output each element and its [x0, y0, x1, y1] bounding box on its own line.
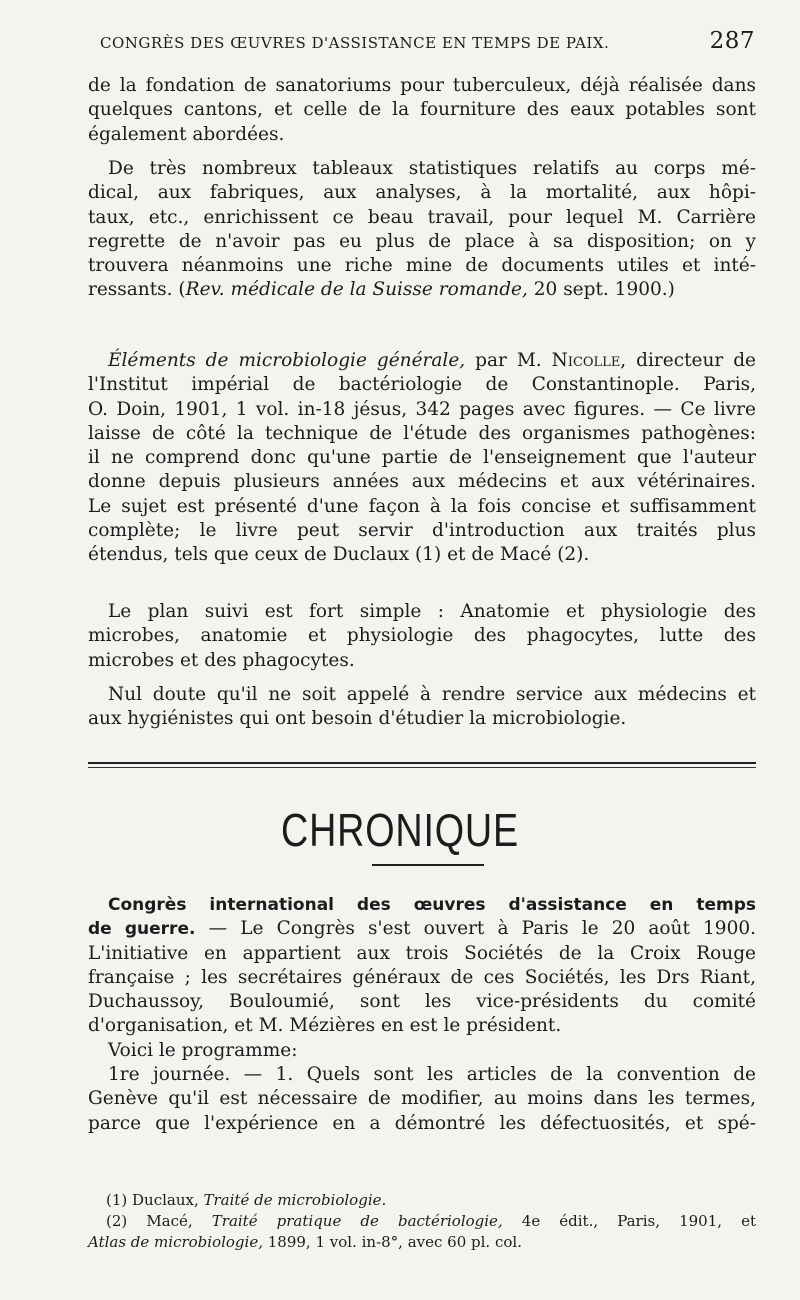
- text-line: de la fondation de sanatoriums pour tuberculeux, déjà réalisée dans: [88, 75, 756, 96]
- text-line: étendus, tels que ceux de Duclaux (1) et de Macé (2).: [88, 544, 590, 566]
- footnotes: [88, 1190, 756, 1253]
- footnote-2-details: 4e édit., Paris, 1901, et: [502, 1212, 756, 1230]
- congress-opening-text: — Le Congrès s'est ouvert à Paris le 20 août 1900.: [195, 918, 756, 940]
- text-line: L'initiative en appartient aux trois Sociétés de la Croix Rouge: [88, 942, 756, 964]
- footnote-2-title: Traité pratique de bactériologie,: [211, 1212, 503, 1230]
- congress-heading-line: [88, 893, 756, 917]
- text-line: regrette de n'avoir pas eu plus de place à sa disposition; on y: [88, 230, 756, 252]
- text-line: il ne comprend donc qu'une partie de l'enseignement que l'auteur: [88, 447, 756, 469]
- text-line: O. Doin, 1901, 1 vol. in-18 jésus, 342 pages avec figures. — Ce livre: [88, 398, 756, 420]
- section-divider: [88, 762, 756, 771]
- citation-prefix: ressants. (: [88, 279, 186, 301]
- citation-line: [88, 278, 756, 302]
- footnote-2-ref: (2) Macé,: [106, 1212, 212, 1230]
- closing-paragraph: [88, 683, 756, 732]
- divider-rule: [88, 767, 756, 768]
- footnote-1: [88, 1190, 756, 1211]
- text-line: Le sujet est présenté d'une façon à la fois concise et suffisamment: [88, 495, 756, 517]
- programme-line: Voici le programme:: [108, 1039, 298, 1061]
- author-name: Nicolle,: [551, 350, 627, 371]
- footnote-2-atlas-title: Atlas de microbiologie,: [88, 1233, 263, 1251]
- text-line: d'organisation, et M. Mézières en est le président.: [88, 1015, 562, 1037]
- text-line: française ; les secrétaires généraux de ces Sociétés, les Drs Riant,: [88, 966, 756, 988]
- text-line: quelques cantons, et celle de la fourniture des eaux potables sont: [88, 99, 756, 121]
- plan-paragraph: [88, 600, 756, 673]
- text-line: aux hygiénistes qui ont besoin d'étudier la microbiologie.: [88, 708, 627, 730]
- running-head: [100, 28, 755, 54]
- citation-date: 20 sept. 1900.): [527, 279, 675, 301]
- text-line: microbes, anatomie et physiologie des phagocytes, lutte des: [88, 625, 756, 647]
- text-line: Le plan suivi est fort simple : Anatomie et physiologie des: [108, 601, 756, 622]
- congress-paragraph: [88, 893, 756, 1136]
- book-title: Éléments de microbiologie générale,: [108, 350, 466, 371]
- text-line: parce que l'expérience en a démontré les défectuosités, et spé-: [88, 1112, 756, 1134]
- page-number: 287: [709, 28, 755, 54]
- text-line: laisse de côté la technique de l'étude des organismes pathogènes:: [88, 422, 756, 444]
- congress-heading: Congrès international des œuvres d'assistance en temps: [108, 895, 756, 915]
- stats-paragraph: [88, 157, 756, 303]
- footnote-1-ref: (1) Duclaux,: [106, 1191, 204, 1209]
- top-paragraph: [88, 74, 756, 147]
- day-label: 1re: [108, 1064, 140, 1086]
- text-line: taux, etc., enrichissent ce beau travail, pour lequel M. Carrière: [88, 206, 756, 228]
- text-line: donne depuis plusieurs années aux médecins et aux vétérinaires.: [88, 471, 756, 493]
- review-title-line: [88, 349, 756, 373]
- first-day-line: [88, 1063, 756, 1087]
- footnote-2: [88, 1211, 756, 1232]
- running-head-title: CONGRÈS DES ŒUVRES D'ASSISTANCE EN TEMPS DE PAIX.: [100, 34, 610, 52]
- author-role: directeur de: [626, 350, 756, 371]
- footnote-2-atlas-details: 1899, 1 vol. in-8°, avec 60 pl. col.: [262, 1233, 522, 1251]
- divider-rule: [88, 762, 756, 764]
- section-title: CHRONIQUE: [281, 804, 519, 856]
- footnote-1-title: Traité de microbiologie.: [203, 1191, 387, 1209]
- text-line: complète; le livre peut servir d'introduction aux traités plus: [88, 520, 756, 542]
- review-author-prefix: par M.: [465, 350, 552, 371]
- section-title-rule: [372, 864, 484, 866]
- text-line: De très nombreux tableaux statistiques relatifs au corps mé-: [108, 158, 756, 179]
- congress-heading-end: de guerre.: [88, 919, 196, 940]
- text-line: Genève qu'il est nécessaire de modifier, au moins dans les termes,: [88, 1088, 756, 1110]
- footnote-2-continued: [88, 1232, 756, 1253]
- text-line: microbes et des phagocytes.: [88, 649, 355, 671]
- text-line: dical, aux fabriques, aux analyses, à la mortalité, aux hôpi-: [88, 182, 756, 204]
- text-line: Nul doute qu'il ne soit appelé à rendre service aux médecins et: [108, 684, 756, 705]
- journal-title: Rev. médicale de la Suisse romande,: [185, 279, 528, 301]
- text-line: Duchaussoy, Bouloumié, sont les vice-présidents du comité: [88, 991, 756, 1013]
- text-line: également abordées.: [88, 123, 285, 145]
- review-paragraph: [88, 349, 756, 568]
- day-text: journée. — 1. Quels sont les articles de la convention de: [139, 1064, 756, 1086]
- text-line: trouvera néanmoins une riche mine de documents utiles et inté-: [88, 255, 756, 277]
- congress-opening-line: [88, 917, 756, 941]
- text-line: l'Institut impérial de bactériologie de Constantinople. Paris,: [88, 374, 756, 396]
